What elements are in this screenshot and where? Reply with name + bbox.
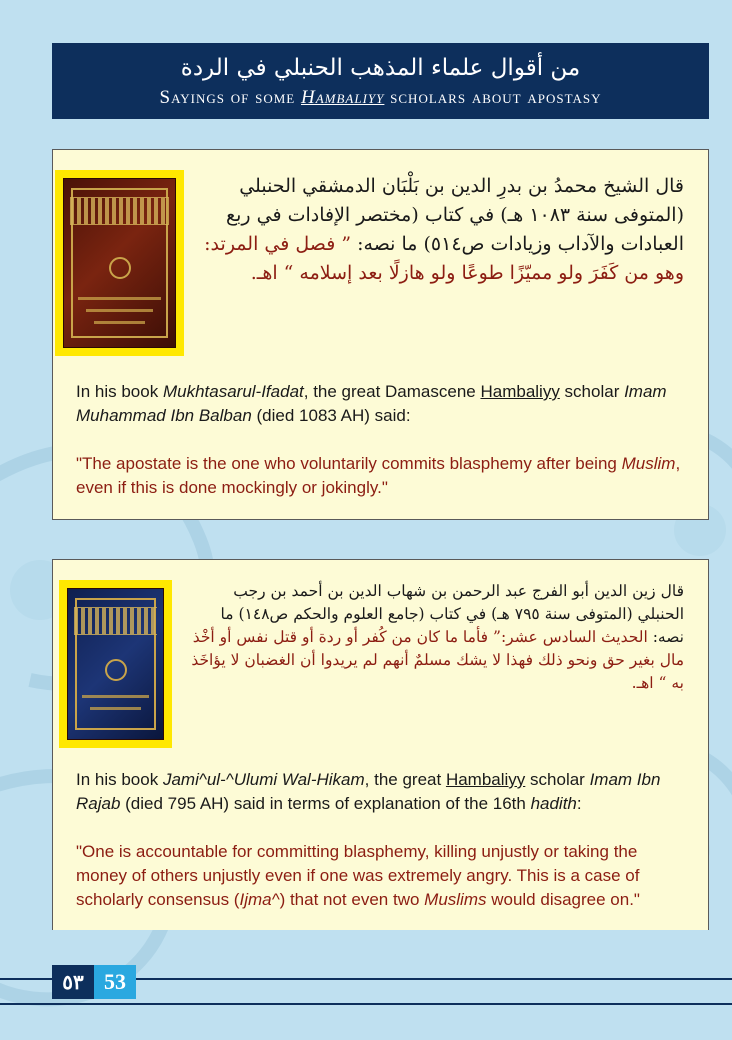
book-cover-line xyxy=(82,695,149,698)
madhhab-name: Hambaliyy xyxy=(480,382,560,401)
arabic-quote: الحديث السادس عشر:” فأما ما كان من كُفر أو ردة أو قتل نفس أو أخْذ مال بغير حق ونحو ذلك فهذا لا يشك مسلمٌ أنهم لم يريدوا أن الغضبان لا يؤاخَذ به “ اهـ. xyxy=(191,628,684,692)
arabic-passage xyxy=(188,580,684,695)
arabic-passage xyxy=(203,172,684,288)
book-cover-medallion xyxy=(109,257,131,279)
intro-text: : xyxy=(576,794,582,813)
intro-text: , the great xyxy=(364,770,446,789)
english-intro xyxy=(76,380,687,428)
intro-text: scholar xyxy=(559,382,625,401)
quote-text: would disagree on." xyxy=(486,890,640,909)
english-quote xyxy=(76,452,687,500)
quote-term: Muslim xyxy=(621,454,676,473)
page-number: 53 xyxy=(94,965,136,999)
quote-text: "One is accountable for committing blasphemy, killing unjustly or taking the money of others unjustly even if one was extremely angry. This is a case of scholarly consensus ( xyxy=(76,842,640,909)
book-cover-frame xyxy=(59,580,172,748)
hadith-term: hadith xyxy=(530,794,577,813)
header-title-pre: Sayings of some xyxy=(159,87,301,108)
intro-text: (died 1083 AH) said: xyxy=(251,406,411,425)
page-number-arabic: ٥٣ xyxy=(52,965,94,999)
page-header xyxy=(52,43,709,119)
saying-card-ibn-balban xyxy=(52,149,709,520)
intro-text: (died 795 AH) said in terms of explanation of the 16th xyxy=(120,794,531,813)
arabic-citation: قال زين الدين أبو الفرج عبد الرحمن بن شهاب الدين بن أحمد بن رجب الحنبلي (المتوفى سنة ٧٩٥ هـ) في كتاب (جامع العلوم والحكم ص١٤٨) ما نصه: xyxy=(220,582,684,646)
book-cover-medallion xyxy=(105,659,127,681)
header-title-post: scholars about apostasy xyxy=(384,87,602,108)
book-cover-line xyxy=(90,707,141,710)
header-title-english xyxy=(52,85,709,111)
intro-text: , the great Damascene xyxy=(303,382,481,401)
footer-rule xyxy=(0,1003,732,1005)
book-cover-line xyxy=(94,321,145,324)
quote-text: , even if this is done mockingly or jokingly." xyxy=(76,454,681,497)
header-title-name: Hambaliyy xyxy=(301,87,385,108)
book-cover-image-jami-ul-ulum xyxy=(67,588,164,740)
quote-text: ) that not even two xyxy=(279,890,425,909)
quote-text: "The apostate is the one who voluntarily commits blasphemy after being xyxy=(76,454,622,473)
english-intro xyxy=(76,768,687,816)
saying-card-ibn-rajab xyxy=(52,559,709,930)
intro-text: In his book xyxy=(76,770,163,789)
intro-text: In his book xyxy=(76,382,163,401)
arabic-citation: قال الشيخ محمدُ بن بدرِ الدين بن بَلْبَان الدمشقي الحنبلي (المتوفى سنة ١٠٨٣ هـ) في كتاب (مختصر الإفادات في ربع العبادات والآداب وزيادات ص٥١٤) ما نصه: xyxy=(226,175,684,255)
book-cover-frame xyxy=(55,170,184,356)
madhhab-name: Hambaliyy xyxy=(445,770,526,789)
arabic-quote: ” فصل في المرتد: وهو من كَفَرَ ولو مميّزًا طوعًا ولو هازلًا بعد إسلامه “ اهـ. xyxy=(204,233,684,284)
quote-term: Muslims xyxy=(424,890,487,909)
book-cover-image-mukhtasar xyxy=(63,178,176,348)
scholar-name: Imam Muhammad Ibn Balban xyxy=(76,382,667,425)
book-cover-line xyxy=(86,309,153,312)
book-cover-title-decoration xyxy=(70,197,169,225)
scholar-name: Imam Ibn Rajab xyxy=(76,770,661,813)
book-cover-line xyxy=(78,297,161,300)
book-title: Mukhtasarul-Ifadat xyxy=(162,382,304,401)
header-title-arabic: من أقوال علماء المذهب الحنبلي في الردة xyxy=(180,55,581,81)
book-cover-title-decoration xyxy=(74,607,157,635)
english-quote xyxy=(76,840,687,912)
quote-term: Ijma^ xyxy=(239,890,280,909)
intro-text: scholar xyxy=(525,770,590,789)
book-title: Jami^ul-^Ulumi Wal-Hikam xyxy=(162,770,365,789)
